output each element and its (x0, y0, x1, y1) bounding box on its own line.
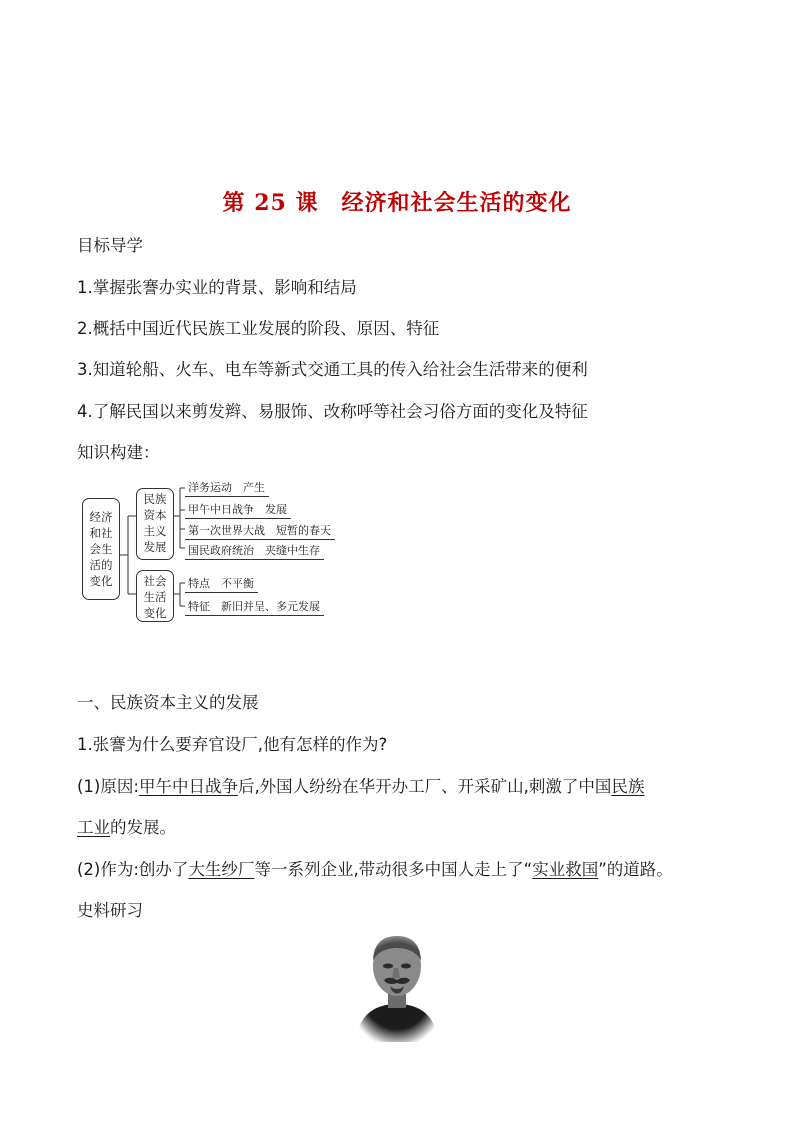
goals-heading: 目标导学 (77, 236, 143, 255)
mindmap-branch-economy (136, 488, 174, 560)
goal-item: 3.知道轮船、火车、电车等新式交通工具的传入给社会生活带来的便利 (77, 360, 588, 379)
mindmap-leaf: 国民政府统治 夹缝中生存 (185, 543, 324, 560)
answer-text: 后,外国人纷纷在华开办工厂、开采矿山,刺激了中国 (237, 777, 612, 796)
mindmap-leaf: 特征 新旧并呈、多元发展 (185, 599, 324, 616)
answer-blank: 实业救国 (532, 860, 599, 879)
answer-prefix: (1)原因: (77, 777, 139, 796)
portrait-photo (350, 930, 444, 1042)
mindmap-leaf: 第一次世界大战 短暂的春天 (185, 523, 335, 540)
answer-text: 等一系列企业,带动很多中国人走上了“ (254, 860, 533, 879)
page-title: 第 25 课 经济和社会生活的变化 (222, 190, 572, 216)
answer-blank: 甲午中日战争 (138, 777, 238, 796)
answer-blank: 民族 (611, 777, 645, 796)
answer-cause (77, 773, 644, 797)
knowledge-heading: 知识构建： (77, 443, 160, 462)
study-heading: 史料研习 (77, 901, 143, 920)
answer-text: ”的道路。 (598, 860, 673, 879)
mindmap-branch-label: 社会生活变化 (143, 574, 167, 620)
mindmap-root (82, 498, 120, 600)
answer-prefix: (2)作为:创办了 (77, 860, 189, 879)
mindmap-root-label: 经济和社会生活的变化 (89, 510, 113, 588)
goal-item: 4.了解民国以来剪发辫、易服饰、改称呼等社会习俗方面的变化及特征 (77, 402, 588, 421)
mindmap-leaf: 特点 不平衡 (185, 576, 258, 593)
answer-text: 的发展。 (110, 818, 176, 837)
mindmap-leaf: 甲午中日战争 发展 (185, 502, 291, 519)
knowledge-mindmap (80, 470, 370, 630)
portrait-image (350, 930, 444, 1042)
mindmap-branch-society (136, 570, 174, 622)
answer-cause-cont (77, 814, 176, 838)
mindmap-branch-label: 民族资本主义发展 (143, 492, 167, 554)
mindmap-leaf: 洋务运动 产生 (185, 480, 269, 497)
section-heading: 一、民族资本主义的发展 (77, 693, 259, 712)
goal-item: 1.掌握张謇办实业的背景、影响和结局 (77, 278, 357, 297)
answer-blank: 大生纱厂 (188, 860, 255, 879)
question: 1.张謇为什么要弃官设厂,他有怎样的作为? (77, 735, 388, 754)
goal-item: 2.概括中国近代民族工业发展的阶段、原因、特征 (77, 319, 440, 338)
answer-action (77, 856, 673, 880)
answer-blank: 工业 (77, 818, 110, 837)
